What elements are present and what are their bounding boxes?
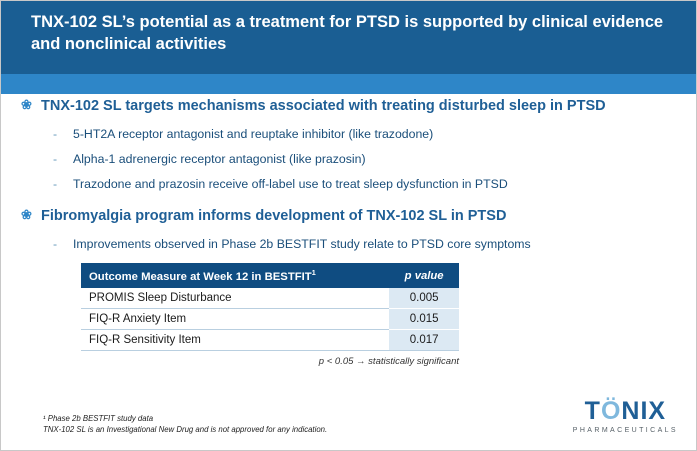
dash-icon: -: [53, 237, 58, 252]
bullet-level2: [53, 177, 697, 193]
company-logo: [573, 399, 678, 434]
cell-p-value: 0.005: [389, 288, 459, 309]
table-header: [81, 263, 459, 288]
results-table-wrapper: [81, 263, 459, 351]
dash-icon: -: [53, 127, 58, 142]
significance-note: p < 0.05 → statistically significant: [318, 355, 459, 367]
results-table: [81, 263, 459, 351]
bullet-level1: [19, 207, 697, 225]
logo-dot: Ö: [600, 397, 622, 425]
bullet-level1: [19, 97, 697, 115]
bullet-level2-text: Trazodone and prazosin receive off-label use to treat sleep dysfunction in PTSD: [73, 177, 508, 192]
cell-p-value: 0.017: [389, 329, 459, 350]
cell-outcome-measure: FIQ-R Sensitivity Item: [81, 329, 389, 350]
column-header-outcome-measure: [81, 263, 389, 288]
page-number: 29: [674, 149, 686, 160]
column-header-p-value-text: p value: [404, 269, 444, 282]
header-superscript: 1: [311, 268, 316, 278]
table-row: [81, 288, 459, 309]
logo-wordmark: [573, 399, 678, 424]
bullet-level2-text: 5-HT2A receptor antagonist and reuptake inhibitor (like trazodone): [73, 127, 434, 142]
bullet-level1-text: TNX-102 SL targets mechanisms associated with treating disturbed sleep in PTSD: [41, 98, 606, 114]
logo-subtitle: PHARMACEUTICALS: [572, 427, 678, 434]
bullet-level2: [53, 237, 697, 253]
table-header-row: [81, 263, 459, 288]
cell-p-value: 0.015: [389, 308, 459, 329]
logo-part1: T: [584, 397, 601, 425]
bullet-icon: ❀: [21, 207, 32, 223]
cell-outcome-measure: FIQ-R Anxiety Item: [81, 308, 389, 329]
bullet-level2: [53, 127, 697, 143]
column-header-p-value: [389, 263, 459, 288]
title-band: [1, 1, 697, 74]
bullet-level1-text: Fibromyalgia program informs development of TNX-102 SL in PTSD: [41, 208, 507, 225]
column-header-outcome-measure-text: Outcome Measure at Week 12 in BESTFIT: [89, 270, 312, 283]
logo-part2: NIX: [621, 397, 667, 425]
table-row: [81, 308, 459, 329]
footnotes: [43, 413, 327, 436]
page-title: TNX-102 SL’s potential as a treatment for PTSD is supported by clinical evidence and nonclinical activities: [31, 13, 664, 54]
dash-icon: -: [53, 152, 58, 167]
dash-icon: -: [53, 177, 58, 192]
bullet-level2: [53, 152, 697, 168]
footnote-2: TNX-102 SL is an Investigational New Drug and is not approved for any indication.: [43, 425, 328, 435]
bullet-icon: ❀: [21, 97, 32, 112]
table-row: [81, 329, 459, 350]
footnote-1: ¹ Phase 2b BESTFIT study data: [43, 413, 154, 423]
bullet-level2-text: Alpha-1 adrenergic receptor antagonist (like prazosin): [73, 152, 366, 167]
cell-outcome-measure: PROMIS Sleep Disturbance: [81, 288, 389, 309]
table-body: [81, 288, 459, 351]
bullet-level2-text: Improvements observed in Phase 2b BESTFIT study relate to PTSD core symptoms: [73, 237, 531, 252]
